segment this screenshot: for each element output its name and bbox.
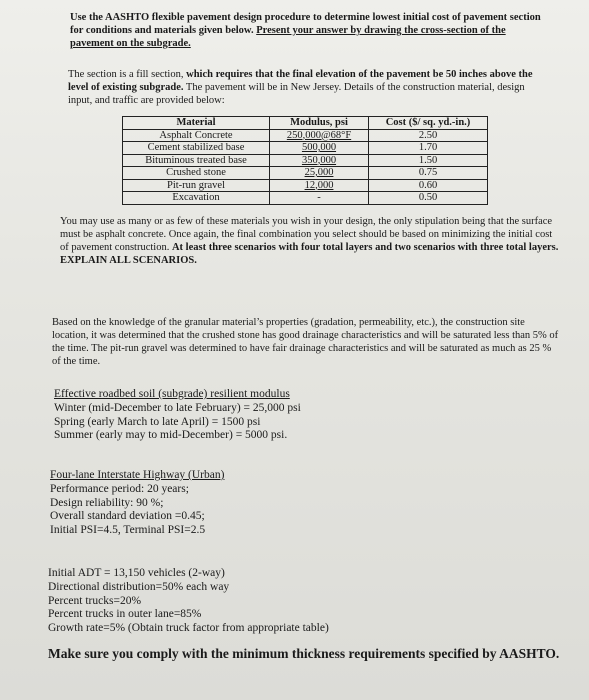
- percent-trucks: Percent trucks=20%: [48, 594, 142, 607]
- traffic-block: [48, 567, 329, 636]
- material-name: Bituminous treated base: [123, 154, 270, 167]
- material-name: Pit-run gravel: [123, 179, 270, 192]
- material-cost: 0.75: [369, 167, 488, 180]
- usage-paragraph: [60, 215, 560, 267]
- table-row: [123, 167, 488, 180]
- initial-adt: Initial ADT = 13,150 vehicles (2-way): [48, 567, 225, 579]
- directional-distribution: Directional distribution=50% each way: [48, 580, 230, 593]
- subgrade-spring: Spring (early March to late April) = 1500 psi: [54, 415, 261, 428]
- material-cost: 1.50: [369, 154, 488, 167]
- usage-text: You may use as many or as few of these materials you wish in your design, the only stipulation being that the surface must be asphalt concrete. Once again, the final combination you select should be based on minimizing the initial cost of pavement construction.: [60, 216, 553, 253]
- design-reliability: Design reliability: 90 %;: [50, 496, 164, 509]
- intro-text: Use the AASHTO flexible pavement design procedure to determine lowest initial cost of pavement section for conditions and materials given below.: [70, 12, 541, 36]
- material-modulus: 500,000: [270, 142, 369, 155]
- material-name: Excavation: [123, 192, 270, 205]
- material-modulus: 350,000: [270, 154, 369, 167]
- material-name: Asphalt Concrete: [123, 129, 270, 142]
- subgrade-summer: Summer (early may to mid-December) = 5000 psi.: [54, 429, 288, 442]
- header-cost: Cost ($/ sq. yd.-in.): [369, 117, 488, 130]
- section-paragraph: [68, 68, 548, 107]
- standard-deviation: Overall standard deviation =0.45;: [50, 510, 205, 523]
- psi-values: Initial PSI=4.5, Terminal PSI=2.5: [50, 524, 206, 537]
- usage-scenarios-requirement: At least three scenarios with four total layers and two scenarios with three total layers. EXPLAIN ALL SCENARIOS.: [60, 242, 559, 266]
- header-modulus: Modulus, psi: [270, 117, 369, 130]
- material-cost: 0.60: [369, 179, 488, 192]
- material-modulus: 12,000: [270, 179, 369, 192]
- subgrade-modulus-block: [54, 388, 301, 443]
- material-cost: 0.50: [369, 192, 488, 205]
- section-details: The pavement will be in New Jersey. Details of the construction material, design input, and traffic are provided below:: [68, 82, 525, 106]
- intro-underlined-instruction: Present your answer by drawing the cross-section of the pavement on the subgrade.: [70, 25, 506, 49]
- table-row: [123, 192, 488, 205]
- performance-period: Performance period: 20 years;: [50, 482, 189, 495]
- subgrade-heading: Effective roadbed soil (subgrade) resilient modulus: [54, 388, 290, 400]
- material-modulus: 25,000: [270, 167, 369, 180]
- percent-trucks-outer-lane: Percent trucks in outer lane=85%: [48, 608, 202, 621]
- table-row: [123, 142, 488, 155]
- growth-rate: Growth rate=5% (Obtain truck factor from appropriate table): [48, 622, 329, 635]
- subgrade-winter: Winter (mid-December to late February) = 25,000 psi: [54, 401, 301, 414]
- material-cost: 1.70: [369, 142, 488, 155]
- intro-paragraph: [70, 11, 548, 50]
- material-name: Crushed stone: [123, 167, 270, 180]
- section-requirement: which requires that the final elevation of the pavement be 50 inches above the level of existing subgrade.: [68, 69, 533, 93]
- section-lead: The section is a fill section,: [68, 69, 187, 80]
- header-material: Material: [123, 117, 270, 130]
- drainage-paragraph: Based on the knowledge of the granular material’s properties (gradation, permeability, etc.), the construction site location, it was determined that the crushed stone has good drainage characteristics and will be saturated less than 5% of the time. The pit-run gravel was determined to have fair drainage characteristics and will be saturated as much as 25 % of the time.: [52, 317, 559, 367]
- final-requirement-note: Make sure you comply with the minimum thickness requirements specified by AASHTO.: [48, 646, 560, 661]
- material-modulus: -: [270, 192, 369, 205]
- material-modulus: 250,000@68°F: [270, 129, 369, 142]
- table-header-row: [123, 117, 488, 130]
- table-row: [123, 129, 488, 142]
- table-row: [123, 179, 488, 192]
- material-name: Cement stabilized base: [123, 142, 270, 155]
- highway-design-block: [50, 469, 224, 538]
- table-row: [123, 154, 488, 167]
- material-cost: 2.50: [369, 129, 488, 142]
- materials-table: [122, 116, 488, 205]
- highway-heading: Four-lane Interstate Highway (Urban): [50, 469, 225, 481]
